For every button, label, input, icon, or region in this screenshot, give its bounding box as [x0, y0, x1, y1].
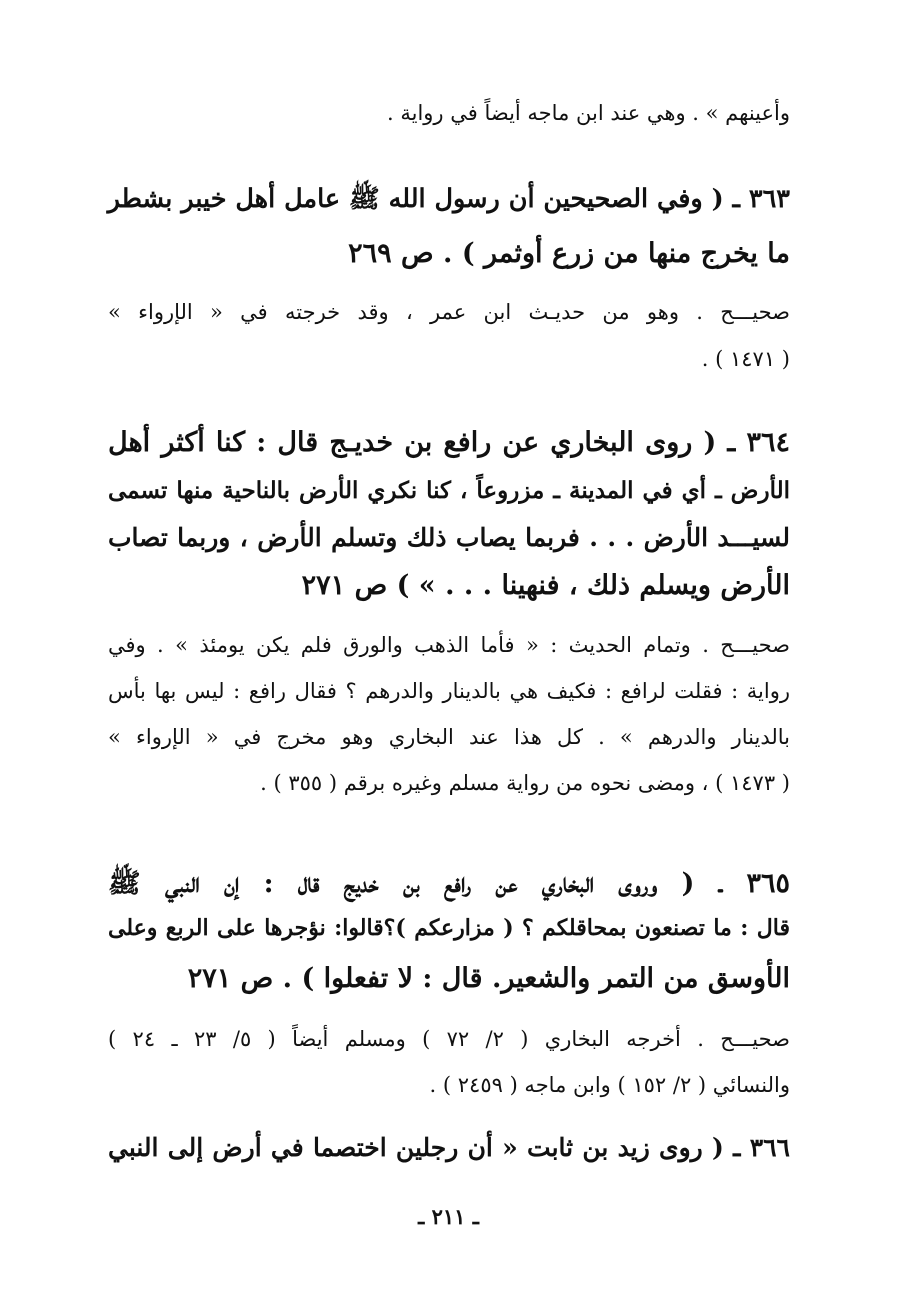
commentary-364-line-1: صحيـــح . وتمام الحديث : « فأما الذهب والورق فلم يكن يومئذ » . وفي: [108, 633, 790, 657]
commentary-365-line-1: صحيـــح . أخرجه البخاري ( ٢/ ٧٢ ) ومسلم أيضاً ( ٥/ ٢٣ ـ ٢٤ ): [108, 1027, 790, 1051]
hadith-363-line-2: ما يخرج منها من زرع أوثمر ) . ص ٢٦٩: [348, 238, 790, 269]
continuation-line: وأعينهم » . وهي عند ابن ماجه أيضاً في رواية .: [387, 101, 790, 125]
hadith-364-line-2: الأرض ـ أي في المدينة ـ مزروعاً ، كنا نكري الأرض بالناحية منها تسمى: [108, 477, 790, 504]
commentary-365-line-2: والنسائي ( ٢/ ١٥٢ ) وابن ماجه ( ٢٤٥٩ ) .: [429, 1073, 790, 1097]
hadith-365-line-2: قال : ما تصنعون بمحاقلكم ؟ ( مزارعكم )؟قالوا: نؤجرها على الربع وعلى: [108, 915, 790, 941]
hadith-364-line-3: لسيـــد الأرض . . . فربما يصاب ذلك وتسلم الأرض ، وربما تصاب: [108, 523, 790, 552]
commentary-363-line-2: ( ١٤٧١ ) .: [701, 347, 790, 371]
hadith-364-line-1: ٣٦٤ ـ ( روى البخاري عن رافع بن خديـج قال : كنا أكثر أهل: [108, 427, 790, 458]
page-number: ـ ٢١١ ـ: [418, 1204, 479, 1229]
commentary-364-line-3: بالدينار والدرهم » . كل هذا عند البخاري وهو مخرج في « الإرواء »: [108, 725, 790, 749]
commentary-363-line-1: صحيـــح . وهو من حديـث ابن عمر ، وقد خرجته في « الإرواء »: [108, 300, 790, 324]
hadith-364-line-4: الأرض ويسلم ذلك ، فنهينا . . . » ) ص ٢٧١: [301, 570, 790, 601]
hadith-365-line-3: الأوسق من التمر والشعير. قال : لا تفعلوا ) . ص ٢٧١: [187, 963, 790, 994]
hadith-363-line-1: ٣٦٣ ـ ( وفي الصحيحين أن رسول الله ﷺ عامل أهل خيبر بشطر: [107, 184, 790, 214]
commentary-364-line-4: ( ١٤٧٣ ) ، ومضى نحوه من رواية مسلم وغيره برقم ( ٣٥٥ ) .: [260, 771, 790, 795]
hadith-366-line-1: ٣٦٦ ـ ( روى زيد بن ثابت « أن رجلين اختصما في أرض إلى النبي: [108, 1133, 790, 1162]
hadith-365-line-1: ٣٦٥ ـ ( وروى البخاري عن رافع بن خديج قال : إن النبي ﷺ: [108, 868, 790, 899]
commentary-364-line-2: رواية : فقلت لرافع : فكيف هي بالدينار والدرهم ؟ فقال رافع : ليس بها بأس: [108, 679, 790, 703]
